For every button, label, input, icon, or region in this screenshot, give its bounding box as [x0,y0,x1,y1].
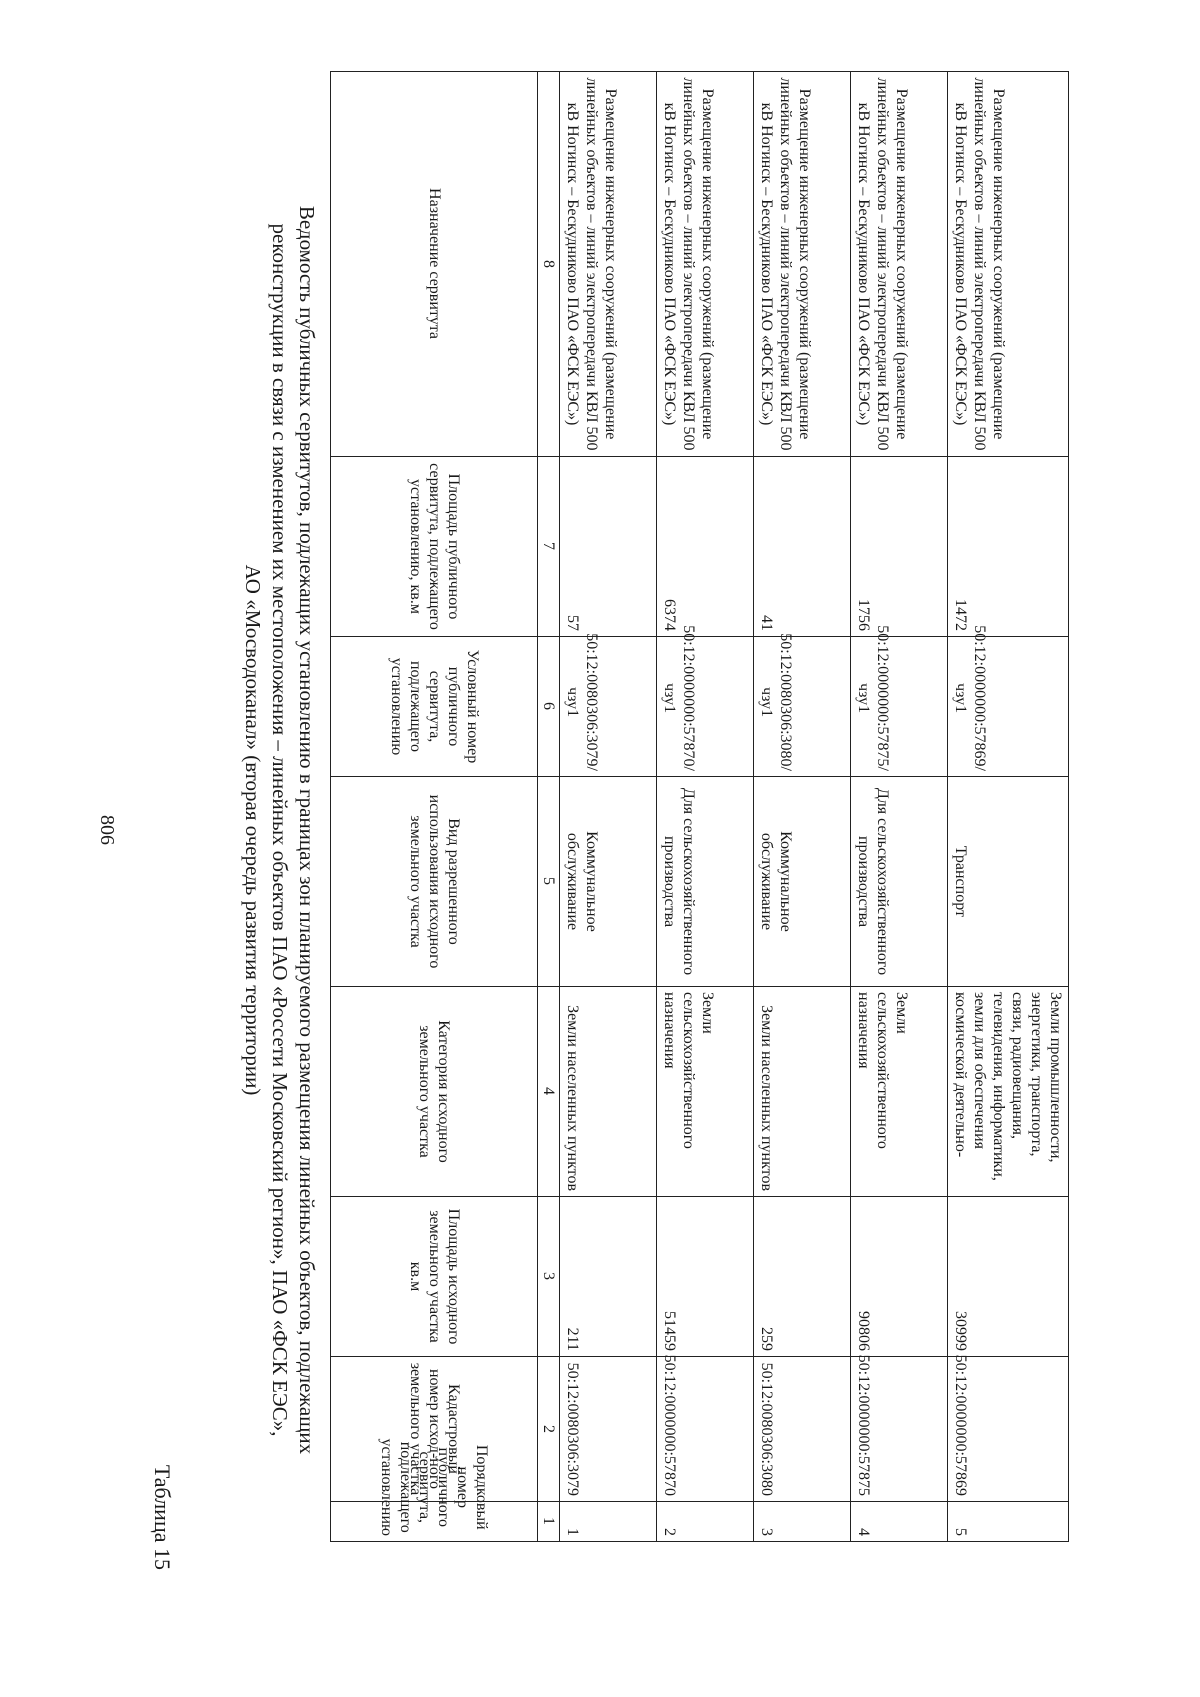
servitude-area: 1472 [948,457,1069,637]
permitted-use: Для сельскохозяйственного производства [657,777,754,987]
col-header-6: Условный номер публичного сервитута, подлежащего установлению [331,637,538,777]
permitted-use: Транспорт [948,777,1069,987]
servitude-area: 6374 [657,457,754,637]
land-category: Земли населенных пунктов [754,987,851,1197]
heading-line: Ведомость публичных сервитутов, подлежащих установлению в границах зон планируемого размещения линейных объектов, подлежащих [295,205,319,1455]
row-number: 5 [948,1502,1069,1542]
land-category: Земли сельскохозяйственного назначения [657,987,754,1197]
servitude-number: 50:12:0080306:3080/чзу1 [754,637,851,777]
table-row [851,72,948,1542]
col-number: 5 [538,777,560,987]
land-category: Земли населенных пунктов [560,987,657,1197]
cadastral-number: 50:12:0000000:57870 [657,1357,754,1502]
col-header-4: Категория исходного земельного участка [331,987,538,1197]
table-label: Таблица 15 [150,1464,175,1570]
table-row [657,72,754,1542]
servitude-number: 50:12:0000000:57869/чзу1 [948,637,1069,777]
parcel-area: 51459 [657,1197,754,1357]
land-category: Земли промышленности, энергетики, транспорта, связи, радиовещания, телевидения, информатики, земли для обеспечения космической деятельно- [948,987,1069,1197]
col-number: 7 [538,457,560,637]
permitted-use: Коммунальное обслуживание [754,777,851,987]
permitted-use: Для сельскохозяйственного производства [851,777,948,987]
cadastral-number: 50:12:0000000:57869 [948,1357,1069,1502]
page-number: 806 [96,815,118,845]
servitude-number: 50:12:0080306:3079/чзу1 [560,637,657,777]
servitude-purpose: Размещение инженерных сооружений (размещение линейных объектов – линий электропередачи КВЛ 500 кВ Ногинск – Бескудниково ПАО «ФСК ЕЭС») [851,72,948,457]
col-number: 8 [538,72,560,457]
servitude-purpose: Размещение инженерных сооружений (размещение линейных объектов – линий электропередачи КВЛ 500 кВ Ногинск – Бескудниково ПАО «ФСК ЕЭС») [657,72,754,457]
servitude-number: 50:12:0000000:57870/чзу1 [657,637,754,777]
col-number: 4 [538,987,560,1197]
cadastral-number: 50:12:0080306:3079 [560,1357,657,1502]
cadastral-number: 50:12:0080306:3080 [754,1357,851,1502]
servitude-area: 1756 [851,457,948,637]
servitude-purpose: Размещение инженерных сооружений (размещение линейных объектов – линий электропередачи КВЛ 500 кВ Ногинск – Бескудниково ПАО «ФСК ЕЭС») [754,72,851,457]
land-category: Земли сельскохозяйственного назначения [851,987,948,1197]
table-header-row [331,72,538,1542]
column-number-row [538,72,560,1542]
parcel-area: 30999 [948,1197,1069,1357]
rotated-content [96,60,1190,1600]
col-header-5: Вид разрешенного использования исходного земельного участка [331,777,538,987]
row-number: 4 [851,1502,948,1542]
parcel-area: 211 [560,1197,657,1357]
parcel-area: 90806 [851,1197,948,1357]
row-number: 1 [560,1502,657,1542]
parcel-area: 259 [754,1197,851,1357]
servitude-purpose: Размещение инженерных сооружений (размещение линейных объектов – линий электропередачи КВЛ 500 кВ Ногинск – Бескудниково ПАО «ФСК ЕЭС») [948,72,1069,457]
col-header-1: Порядковый номер публичного сервитута, подлежащего установлению [331,1502,538,1542]
servitude-area: 57 [560,457,657,637]
col-header-3: Площадь исходного земельного участка кв.м [331,1197,538,1357]
document-heading [239,100,320,1560]
col-number: 6 [538,637,560,777]
heading-line: реконструкции в связи с изменением их местоположения – линейных объектов ПАО «Россети Московский регион», ПАО «ФСК ЕЭС», [268,223,292,1437]
table-row [948,72,1069,1542]
servitude-purpose: Размещение инженерных сооружений (размещение линейных объектов – линий электропередачи КВЛ 500 кВ Ногинск – Бескудниково ПАО «ФСК ЕЭС») [560,72,657,457]
row-number: 3 [754,1502,851,1542]
col-number: 2 [538,1357,560,1502]
heading-line: АО «Мосводоканал» (вторая очередь развития территории) [241,564,265,1096]
servitude-area: 41 [754,457,851,637]
servitude-table [330,71,1069,1542]
row-number: 2 [657,1502,754,1542]
col-header-8: Назначение сервитута [331,72,538,457]
table-row [560,72,657,1542]
table-row [754,72,851,1542]
col-number: 3 [538,1197,560,1357]
cadastral-number: 50:12:0000000:57875 [851,1357,948,1502]
col-number: 1 [538,1502,560,1542]
col-header-2: Кадастровый номер исход-ного земельного участка [331,1357,538,1502]
permitted-use: Коммунальное обслуживание [560,777,657,987]
servitude-number: 50:12:0000000:57875/чзу1 [851,637,948,777]
col-header-7: Площадь публичного сервитута, подлежащего установлению, кв.м [331,457,538,637]
